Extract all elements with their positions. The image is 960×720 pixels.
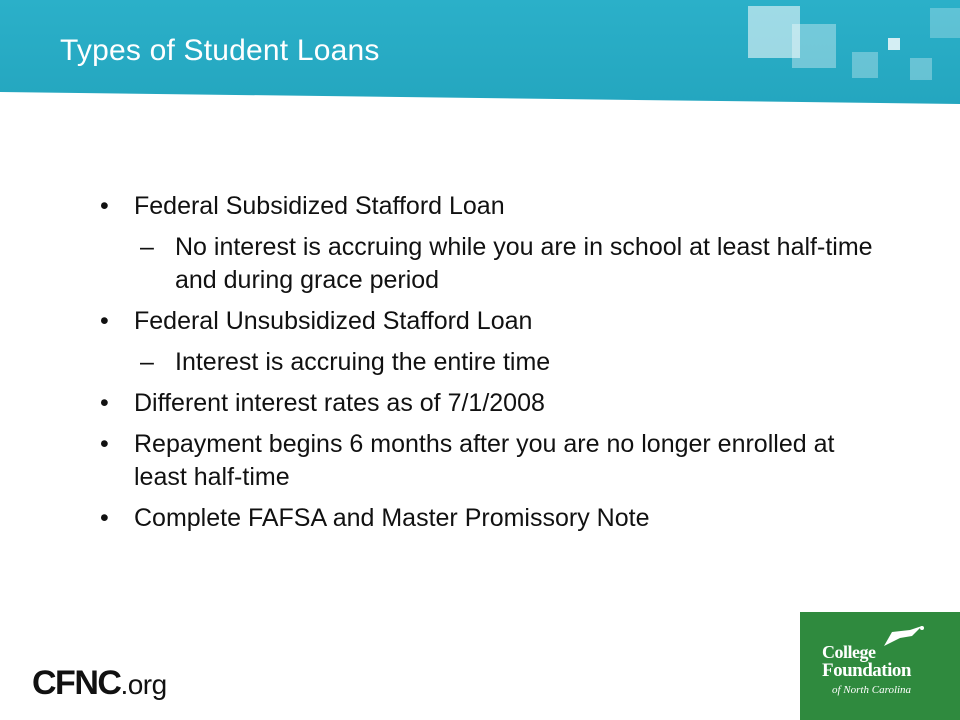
bullet-marker: • [100, 389, 109, 417]
cfnc-logo [32, 664, 167, 703]
bullet-item [100, 190, 880, 223]
decorative-square [888, 38, 900, 50]
bullet-item [100, 502, 880, 535]
bullet-marker: • [100, 504, 109, 532]
bullet-item [100, 428, 880, 494]
sub-bullet-text: Interest is accruing the entire time [175, 348, 551, 376]
bullet-text: Complete FAFSA and Master Promissory Note [134, 504, 650, 532]
bullet-marker: • [100, 192, 109, 220]
decorative-square [852, 52, 878, 78]
bullet-text: Federal Unsubsidized Stafford Loan [134, 307, 533, 335]
logo-inner [810, 626, 950, 708]
bullet-marker: • [100, 307, 109, 335]
logo-north-carolina: of North Carolina [832, 684, 912, 696]
cfnc-brand: CFNC [32, 664, 121, 702]
slide-title: Types of Student Loans [60, 34, 380, 67]
decorative-square [792, 24, 836, 68]
logo-foundation: Foundation [822, 660, 911, 681]
bullet-item [100, 305, 880, 338]
logo-college: College [822, 642, 876, 662]
college-foundation-logo [800, 612, 960, 720]
bullet-marker: • [100, 430, 109, 458]
bullet-item [100, 387, 880, 420]
dash-marker: – [140, 348, 154, 376]
dash-marker: – [140, 233, 154, 261]
cfnc-suffix: .org [120, 669, 167, 700]
bullet-text: Federal Subsidized Stafford Loan [134, 192, 505, 220]
decorative-square [910, 58, 932, 80]
bullet-text: Repayment begins 6 months after you are no longer enrolled at least half-time [134, 430, 835, 491]
decorative-square [930, 8, 960, 38]
sub-bullet-item [100, 231, 880, 297]
bullet-list [100, 190, 880, 543]
bullet-text: Different interest rates as of 7/1/2008 [134, 389, 545, 417]
sub-bullet-item [100, 346, 880, 379]
sub-bullet-text: No interest is accruing while you are in school at least half-time and during grace period [175, 233, 873, 294]
